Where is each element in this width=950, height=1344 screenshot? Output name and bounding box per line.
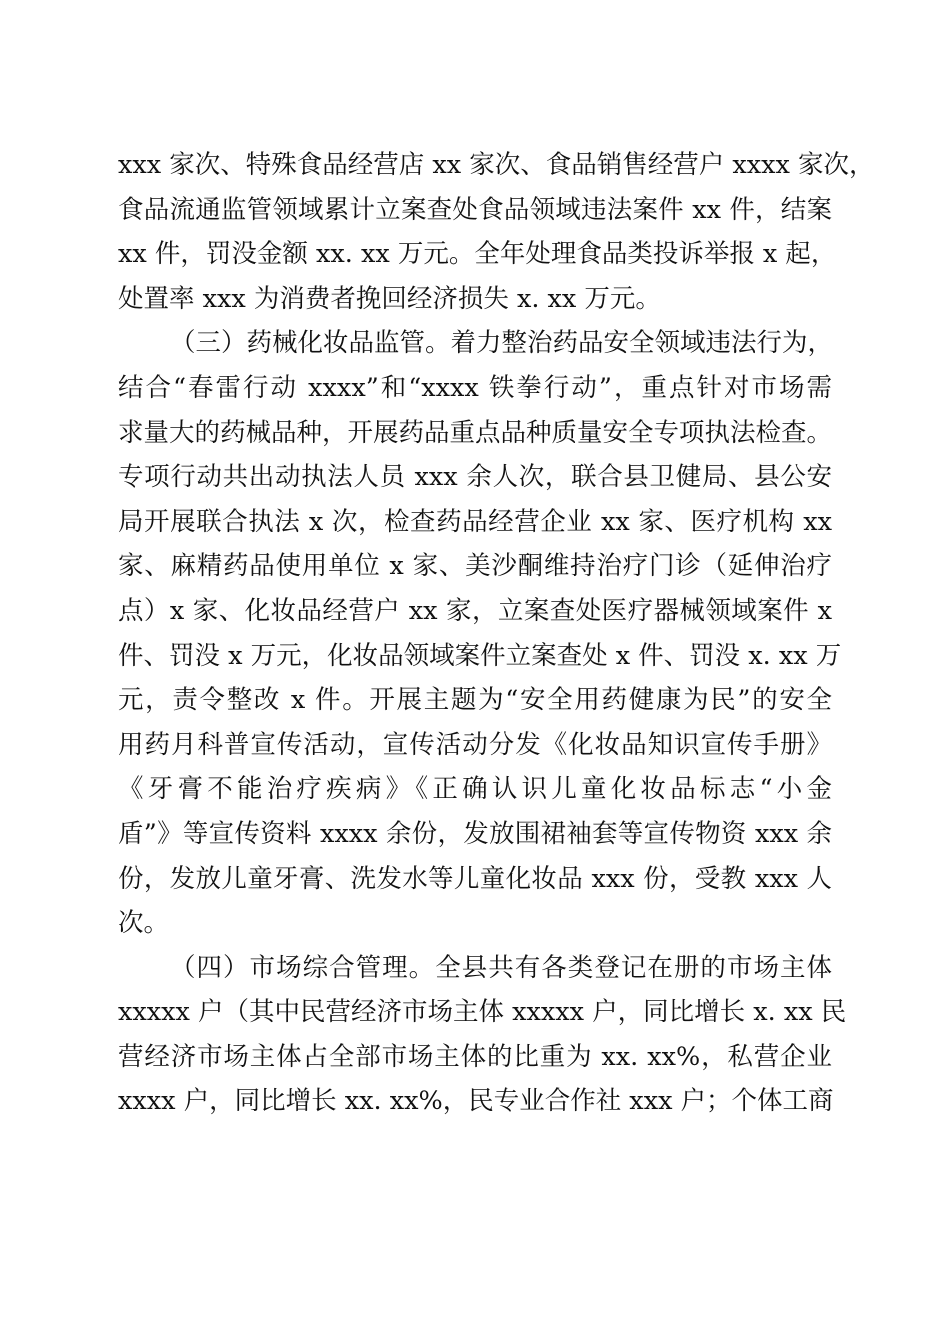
text-line: xxxx 户，同比增长 xx. xx%，民专业合作社 xxx 户；个体工商 [118,1086,834,1117]
text-line: 专项行动共出动执法人员 xxx 余人次，联合县卫健局、县公安 [118,462,832,493]
text-line: 件、罚没 x 万元，化妆品领域案件立案查处 x 件、罚没 x. xx 万 [118,640,842,671]
text-line: 结合“春雷行动 xxxx”和“xxxx 铁拳行动”，重点针对市场需 [118,372,832,403]
paragraph [118,946,847,1124]
text-line: 元，责令整改 x 件。开展主题为“安全用药健康为民”的安全 [118,685,832,716]
text-line: 营经济市场主体占全部市场主体的比重为 xx. xx%，私营企业 [118,1041,832,1072]
text-line: 次。 [118,908,170,939]
text-line: 局开展联合执法 x 次，检查药品经营企业 xx 家、医疗机构 xx [118,506,832,537]
text-line: （三）药械化妆品监管。着力整治药品安全领域违法行为， [170,328,834,359]
document-body [118,143,875,1124]
text-line: 份，发放儿童牙膏、洗发水等儿童化妆品 xxx 份，受教 xxx 人 [118,863,832,894]
text-line: 《牙膏不能治疗疾病》《正确认识儿童化妆品标志“小金 [118,774,832,805]
text-line: 点）x 家、化妆品经营户 xx 家，立案查处医疗器械领域案件 x [118,595,832,626]
text-line: 家、麻精药品使用单位 x 家、美沙酮维持治疗门诊（延伸治疗 [118,551,832,582]
text-line: 处置率 xxx 为消费者挽回经济损失 x. xx 万元。 [118,283,661,314]
text-line: 食品流通监管领域累计立案查处食品领域违法案件 xx 件，结案 [118,194,832,225]
paragraph [118,143,875,321]
text-line: xx 件，罚没金额 xx. xx 万元。全年处理食品类投诉举报 x 起， [118,239,837,270]
text-line: xxx 家次、特殊食品经营店 xx 家次、食品销售经营户 xxxx 家次， [118,150,875,180]
text-line: 用药月科普宣传活动，宣传活动分发《化妆品知识宣传手册》 [118,729,832,760]
text-line: 盾”》等宣传资料 xxxx 余份，发放围裙袖套等宣传物资 xxx 余 [118,818,832,849]
text-line: 求量大的药械品种，开展药品重点品种质量安全专项执法检查。 [118,417,833,448]
paragraph [118,321,842,945]
text-line: （四）市场综合管理。全县共有各类登记在册的市场主体 [170,952,832,983]
text-line: xxxxx 户（其中民营经济市场主体 xxxxx 户，同比增长 x. xx 民 [118,997,847,1028]
